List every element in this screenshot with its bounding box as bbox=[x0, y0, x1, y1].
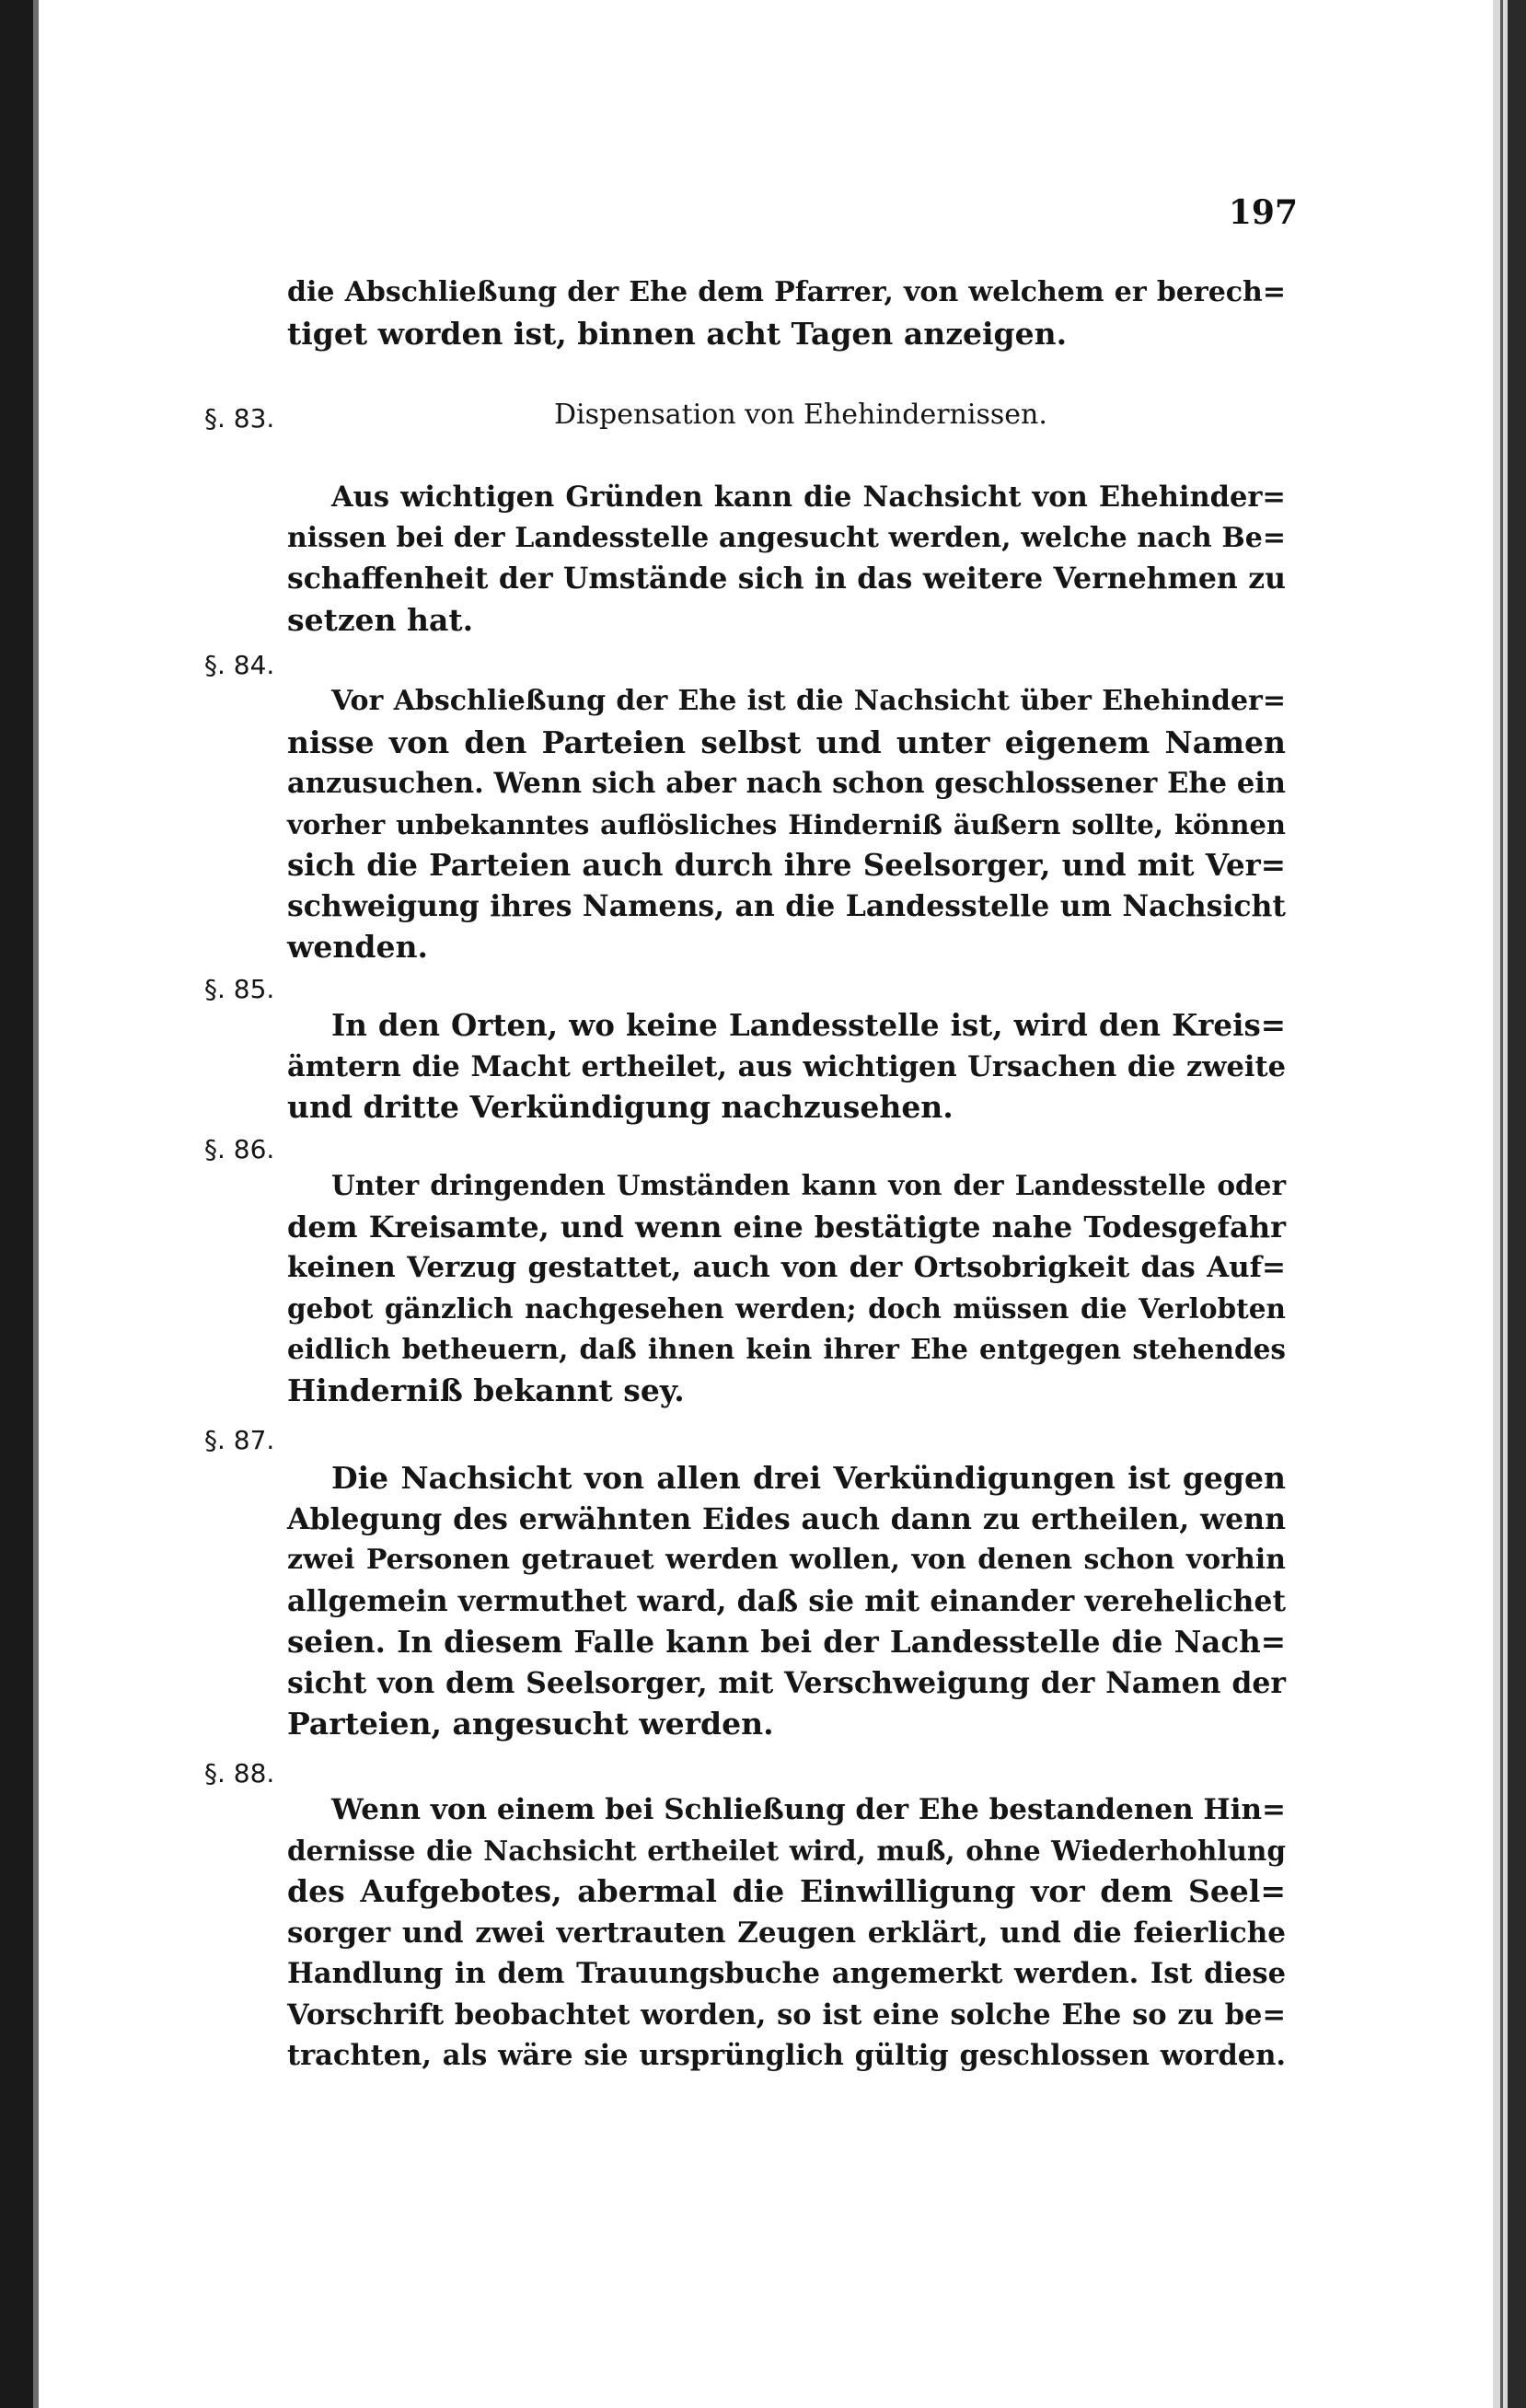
text-line: wenden. bbox=[287, 929, 428, 965]
section-label-86: §. 86. bbox=[204, 1134, 275, 1164]
text-line: Ablegung des erwähnten Eides auch dann zu ertheilen, wenn bbox=[287, 1501, 1286, 1536]
text-line: des Aufgebotes, abermal die Einwilligung vor dem Seel= bbox=[287, 1873, 1286, 1909]
text-line: vorher unbekanntes auflösliches Hinderniß äußern sollte, können bbox=[287, 808, 1286, 840]
text-line: allgemein vermuthet ward, daß sie mit einander verehelichet bbox=[287, 1583, 1286, 1618]
text-line: zwei Personen getrauet werden wollen, von denen schon vorhin bbox=[287, 1544, 1286, 1576]
section-87-paragraph bbox=[287, 1458, 1286, 1745]
page-edge-shadow bbox=[1508, 0, 1526, 2408]
text-line: Vor Abschließung der Ehe ist die Nachsicht über Ehehinder= bbox=[331, 685, 1286, 717]
page-number: 197 bbox=[1228, 193, 1298, 232]
text-line: die Abschließung der Ehe dem Pfarrer, von welchem er berech= bbox=[287, 276, 1286, 308]
text-line: Handlung in dem Trauungsbuche angemerkt werden. Ist diese bbox=[287, 1957, 1286, 1990]
section-84-paragraph bbox=[287, 681, 1286, 968]
text-line: und dritte Verkündigung nachzusehen. bbox=[287, 1089, 954, 1125]
text-line: sorger und zwei vertrauten Zeugen erklärt, und die feierliche bbox=[287, 1916, 1286, 1950]
text-line: trachten, als wäre sie ursprünglich gültig geschlossen worden. bbox=[287, 2039, 1286, 2072]
text-line: ämtern die Macht ertheilet, aus wichtigen Ursachen die zweite bbox=[287, 1049, 1286, 1083]
section-88-paragraph bbox=[287, 1789, 1286, 2077]
section-label-87: §. 87. bbox=[204, 1425, 275, 1455]
text-line: schaffenheit der Umstände sich in das weitere Vernehmen zu bbox=[287, 561, 1286, 596]
text-line: Wenn von einem bei Schließung der Ehe bestandenen Hin= bbox=[331, 1793, 1286, 1826]
section-label-84: §. 84. bbox=[204, 650, 275, 680]
section-label-88: §. 88. bbox=[204, 1758, 275, 1789]
text-line: Hinderniß bekannt sey. bbox=[287, 1372, 685, 1408]
section-83-paragraph bbox=[287, 477, 1286, 641]
text-line: Die Nachsicht von allen drei Verkündigungen ist gegen bbox=[331, 1460, 1286, 1496]
intro-paragraph bbox=[287, 272, 1286, 354]
text-line: anzusuchen. Wenn sich aber nach schon geschlossener Ehe ein bbox=[287, 767, 1286, 800]
book-spine-shadow bbox=[0, 0, 33, 2408]
text-line: eidlich betheuern, daß ihnen kein ihrer Ehe entgegen stehendes bbox=[287, 1333, 1286, 1365]
text-line: gebot gänzlich nachgesehen werden; doch müssen die Verlobten bbox=[287, 1291, 1286, 1325]
text-line: Parteien, angesucht werden. bbox=[287, 1706, 774, 1742]
section-85-paragraph bbox=[287, 1005, 1286, 1129]
text-line: In den Orten, wo keine Landesstelle ist, wird den Kreis= bbox=[331, 1007, 1286, 1043]
text-line: seien. In diesem Falle kann bei der Landesstelle die Nach= bbox=[287, 1624, 1286, 1660]
text-line: keinen Verzug gestattet, auch von der Ortsobrigkeit das Auf= bbox=[287, 1251, 1286, 1284]
text-line: tiget worden ist, binnen acht Tagen anzeigen. bbox=[287, 315, 1068, 352]
text-line: Aus wichtigen Gründen kann die Nachsicht von Ehehinder= bbox=[331, 480, 1286, 514]
section-label-85: §. 85. bbox=[204, 974, 275, 1004]
section-heading-83: Dispensation von Ehehindernissen. bbox=[554, 399, 1047, 431]
text-line: Vorschrift beobachtet worden, so ist eine solche Ehe so zu be= bbox=[287, 1997, 1286, 2032]
text-line: Unter dringenden Umständen kann von der Landesstelle oder bbox=[331, 1169, 1286, 1201]
section-86-paragraph bbox=[287, 1165, 1286, 1411]
text-line: nisse von den Parteien selbst und unter eigenem Namen bbox=[287, 724, 1286, 760]
text-line: dernisse die Nachsicht ertheilet wird, muß, ohne Wiederhohlung bbox=[287, 1834, 1286, 1867]
section-label-83: §. 83. bbox=[204, 403, 275, 434]
text-line: schweigung ihres Namens, an die Landesstelle um Nachsicht bbox=[287, 888, 1286, 923]
text-line: sicht von dem Seelsorger, mit Verschweigung der Namen der bbox=[287, 1665, 1286, 1700]
text-line: sich die Parteien auch durch ihre Seelsorger, und mit Ver= bbox=[287, 847, 1286, 883]
text-line: nissen bei der Landesstelle angesucht werden, welche nach Be= bbox=[287, 521, 1286, 554]
page-edge-line bbox=[1500, 0, 1503, 2408]
text-line: setzen hat. bbox=[287, 601, 474, 638]
text-line: dem Kreisamte, und wenn eine bestätigte nahe Todesgefahr bbox=[287, 1209, 1286, 1245]
book-spine-edge bbox=[33, 0, 39, 2408]
